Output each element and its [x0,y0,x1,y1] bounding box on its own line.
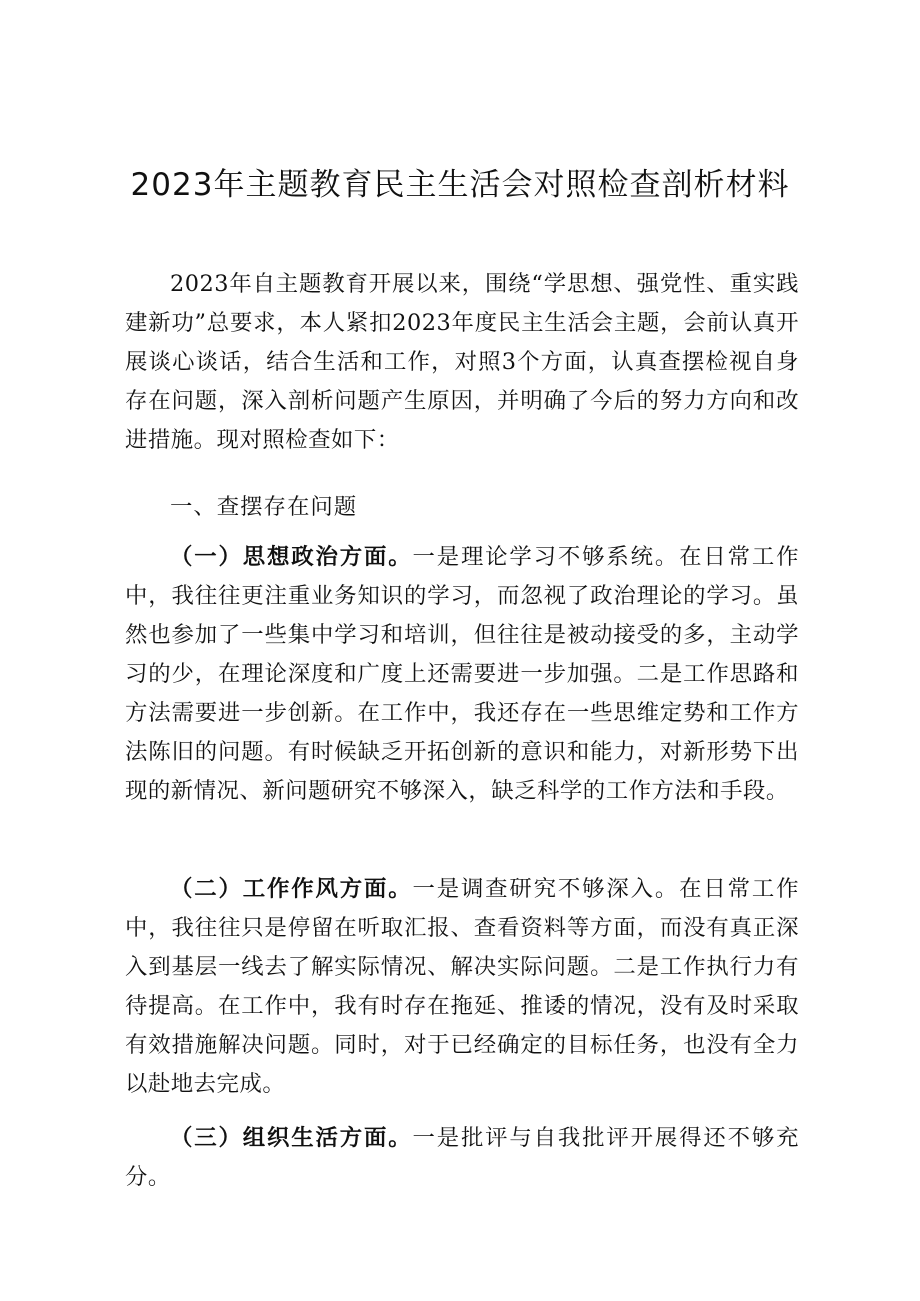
paragraph-lead: （三）组织生活方面。 [170,1125,413,1151]
intro-paragraph: 2023年自主题教育开展以来，围绕“学思想、强党性、重实践建新功”总要求，本人紧扣2023年度民主生活会主题，会前认真开展谈心谈话，结合生活和工作，对照3个方面，认真查摆检视自身存在问题，深入剖析问题产生原因，并明确了今后的努力方向和改进措施。现对照检查如下： [125,271,799,453]
paragraph-lead: （二）工作作风方面。 [170,876,413,902]
paragraph-lead: （一）思想政治方面。 [170,544,413,570]
paragraph-text: 一是理论学习不够系统。在日常工作中，我往往更注重业务知识的学习，而忽视了政治理论的学习。虽然也参加了一些集中学习和培训，但往往是被动接受的多，主动学习的少，在理论深度和广度上还需要进一步加强。二是工作思路和方法需要进一步创新。在工作中，我还存在一些思维定势和工作方法陈旧的问题。有时候缺乏开拓创新的意识和能力，对新形势下出现的新情况、新问题研究不够深入，缺乏科学的工作方法和手段。 [125,544,800,804]
page-title: 2023年主题教育民主生活会对照检查剖析材料 [130,167,790,203]
paragraph-text: 一是批评与自我批评开展得还不够充分。 [125,1125,800,1190]
paragraph-text: 一是调查研究不够深入。在日常工作中，我往往只是停留在听取汇报、查看资料等方面，而没有真正深入到基层一线去了解实际情况、解决实际问题。二是工作执行力有待提高。在工作中，我有时存在拖延、推诿的情况，没有及时采取有效措施解决问题。同时，对于已经确定的目标任务，也没有全力以赴地去完成。 [125,876,800,1097]
paragraph-ideology [125,538,799,811]
section-heading: 一、查摆存在问题 [170,494,358,520]
paragraph-work-style [125,870,799,1104]
paragraph-org-life [125,1119,799,1197]
